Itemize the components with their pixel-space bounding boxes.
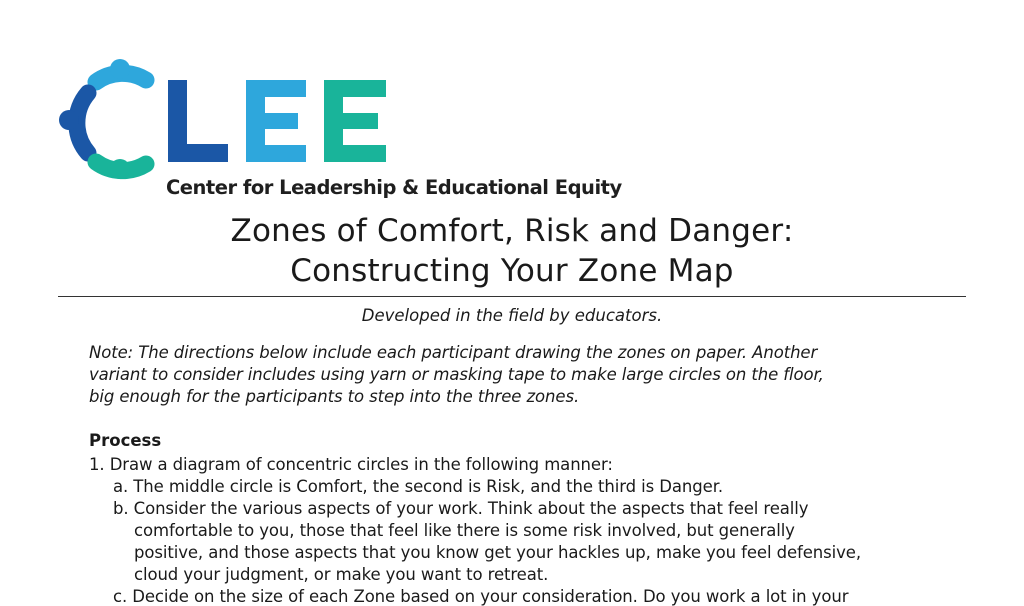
- note-line-1: Note: The directions below include each participant drawing the zones on paper. Another: [89, 343, 818, 362]
- step-1b-line-3: positive, and those aspects that you know get your hackles up, make you feel defensive,: [134, 543, 862, 562]
- step-1b-line-2: comfortable to you, those that feel like there is some risk involved, but generally: [134, 521, 795, 540]
- step-1c-line-1: c. Decide on the size of each Zone based on your consideration. Do you work a lot in your: [113, 587, 849, 606]
- org-name: Center for Leadership & Educational Equity: [166, 176, 622, 199]
- letter-e-2: [324, 80, 386, 162]
- people-circle-icon: [59, 59, 146, 179]
- page-title-line-2: Constructing Your Zone Map: [290, 253, 734, 289]
- step-1: 1. Draw a diagram of concentric circles in the following manner:: [89, 455, 613, 474]
- clee-logo-mark: [58, 58, 418, 188]
- page-title-line-1: Zones of Comfort, Risk and Danger:: [230, 213, 794, 249]
- step-1b-line-1: b. Consider the various aspects of your work. Think about the aspects that feel really: [113, 499, 809, 518]
- process-heading: Process: [89, 431, 162, 450]
- subtitle: Developed in the field by educators.: [361, 306, 663, 325]
- title-divider: [58, 296, 966, 297]
- step-1a: a. The middle circle is Comfort, the second is Risk, and the third is Danger.: [113, 477, 724, 496]
- letter-e-1: [246, 80, 306, 162]
- note-line-3: big enough for the participants to step into the three zones.: [89, 387, 580, 406]
- letter-l: [168, 80, 228, 162]
- note-line-2: variant to consider includes using yarn or masking tape to make large circles on the floor,: [89, 365, 824, 384]
- step-1b-line-4: cloud your judgment, or make you want to retreat.: [134, 565, 549, 584]
